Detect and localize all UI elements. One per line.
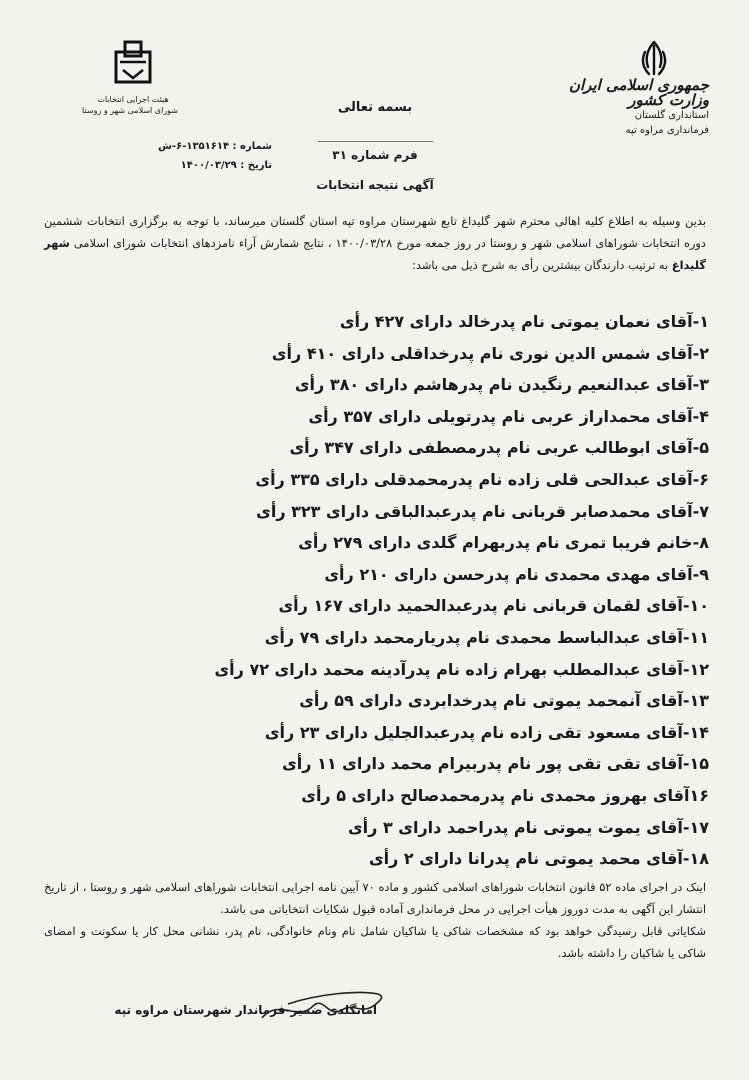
council-logo xyxy=(82,38,178,128)
candidate-item: ۷-آقای محمدصابر قربانی نام پدرعبدالباقی دارای ۳۲۳ رأی xyxy=(256,501,709,521)
candidate-item: ۱۵-آقای تقی تقی پور نام پدربیرام محمد دارای ۱۱ رأی xyxy=(282,754,709,774)
intro-text-part1: بدین وسیله به اطلاع کلیه اهالی محترم شهر گلیداغ تابع شهرستان مراوه تپه استان گلستان میرساند، با توجه به برگزاری انتخابات ششمین دوره انتخابات شوراهای اسلامی شهر و روستا در روز جمعه مورخ ۱۴۰۰/۰۳/۲۸ ، نتایج شمارش آراء نامزدهای انتخابات شورای اسلامی xyxy=(44,214,706,250)
candidate-item: ۱۸-آقای محمد یموتی نام پدرانا دارای ۲ رأی xyxy=(368,849,709,869)
candidate-item: ۱۴-آقای مسعود تقی زاده نام پدرعبدالجلیل دارای ۲۳ رأی xyxy=(264,722,709,742)
emblem-line-republic: جمهوری اسلامی ایران xyxy=(568,76,709,94)
reference-date: تاریخ : ۱۴۰۰/۰۳/۲۹ xyxy=(180,160,272,171)
candidate-item: ۲-آقای شمس الدین نوری نام پدرخداقلی دارای ۴۱۰ رأی xyxy=(271,343,709,363)
emblem-line-ministry: وزارت کشور xyxy=(628,91,709,109)
document-header xyxy=(250,100,500,192)
document-title: آگهی نتیجه انتخابات xyxy=(316,178,434,192)
header-divider xyxy=(318,141,433,142)
logo-caption-line2: هیئت اجرایی انتخابات xyxy=(97,95,169,104)
candidate-item: ۱۷-آقای یموت یموتی نام پدراحمد دارای ۳ رأی xyxy=(348,817,709,837)
logo-caption-line1: شورای اسلامی شهر و روستا xyxy=(82,106,178,115)
complaint-notice-p2: شکایاتی قابل رسیدگی خواهد بود که مشخصات شاکی یا شاکیان شامل نام ونام خانوادگی، نام پدر، نشانی محل کار یا سکونت و امضای شاکی یا شاکیان را داشته باشد. xyxy=(44,924,706,960)
signature-line: امانگلدی ضمیر-فرماندار شهرستان مراوه تپه xyxy=(114,1003,377,1017)
intro-text-part2: به ترتیب دارندگان بیشترین رأی به شرح ذیل می باشد: xyxy=(412,258,669,272)
candidate-item: ۴-آقای محمداراز عربی نام پدرتویلی دارای ۳۵۷ رأی xyxy=(308,406,709,426)
candidate-item: ۳-آقای عبدالنعیم رنگیدن نام پدرهاشم دارای ۳۸۰ رأی xyxy=(294,375,709,395)
candidate-list xyxy=(149,306,709,875)
iran-emblem-icon xyxy=(637,40,671,80)
emblem-line-province: استانداری گلستان xyxy=(634,110,709,121)
reference-block xyxy=(92,137,272,175)
intro-city-name: شهر گلیداغ xyxy=(44,236,706,272)
intro-paragraph xyxy=(44,210,706,276)
candidate-item: ۸-خانم فریبا تمری نام پدربهرام گلدی دارای ۲۷۹ رأی xyxy=(298,533,709,553)
reference-number: شماره : ۱۳۵۱۶۱۴-۶-ش xyxy=(158,141,272,152)
candidate-item: ۱۳-آقای آنمحمد یموتی نام پدرخدابردی دارای ۵۹ رأی xyxy=(299,691,709,711)
candidate-item: ۱-آقای نعمان یموتی نام پدرخالد دارای ۴۲۷ رأی xyxy=(339,312,709,331)
basmala: بسمه تعالی xyxy=(337,100,413,115)
complaint-notice-p1: اینک در اجرای ماده ۵۲ قانون انتخابات شوراهای اسلامی کشور و ماده ۷۰ آیین نامه اجرایی انتخابات شوراهای اسلامی شهر و روستا ، از تاریخ انتشار این آگهی به مدت دوروز هیأت اجرایی در محل فرمانداری آماده قبول شکایات انتخاباتی می باشد. xyxy=(44,880,706,916)
emblem-line-governorate: فرمانداری مراوه تپه xyxy=(625,125,709,136)
ballot-box-logo-icon xyxy=(108,38,158,90)
candidate-item: ۱۱-آقای عبدالباسط محمدی نام پدریارمحمد دارای ۷۹ رأی xyxy=(264,627,709,647)
candidate-item: ۶-آقای عبدالحی قلی زاده نام پدرمحمدقلی دارای ۳۳۵ رأی xyxy=(255,469,709,489)
candidate-item: ۵-آقای ابوطالب عربی نام پدرمصطفی دارای ۳۴۷ رأی xyxy=(289,438,709,458)
candidate-item: ۹-آقای مهدی محمدی نام پدرحسن دارای ۲۱۰ رأی xyxy=(324,564,709,584)
candidate-item: ۱۶آقای بهروز محمدی نام پدرمحمدصالح دارای ۵ رأی xyxy=(301,785,709,805)
candidate-item: ۱۰-آقای لقمان قربانی نام پدرعبدالحمید دارای ۱۶۷ رأی xyxy=(278,596,709,616)
complaint-notice xyxy=(44,876,706,964)
ministry-emblem xyxy=(568,40,709,140)
candidate-item: ۱۲-آقای عبدالمطلب بهرام زاده نام پدرآدینه محمد دارای ۷۲ رأی xyxy=(214,659,709,679)
form-number: فرم شماره ۳۱ xyxy=(332,148,418,162)
